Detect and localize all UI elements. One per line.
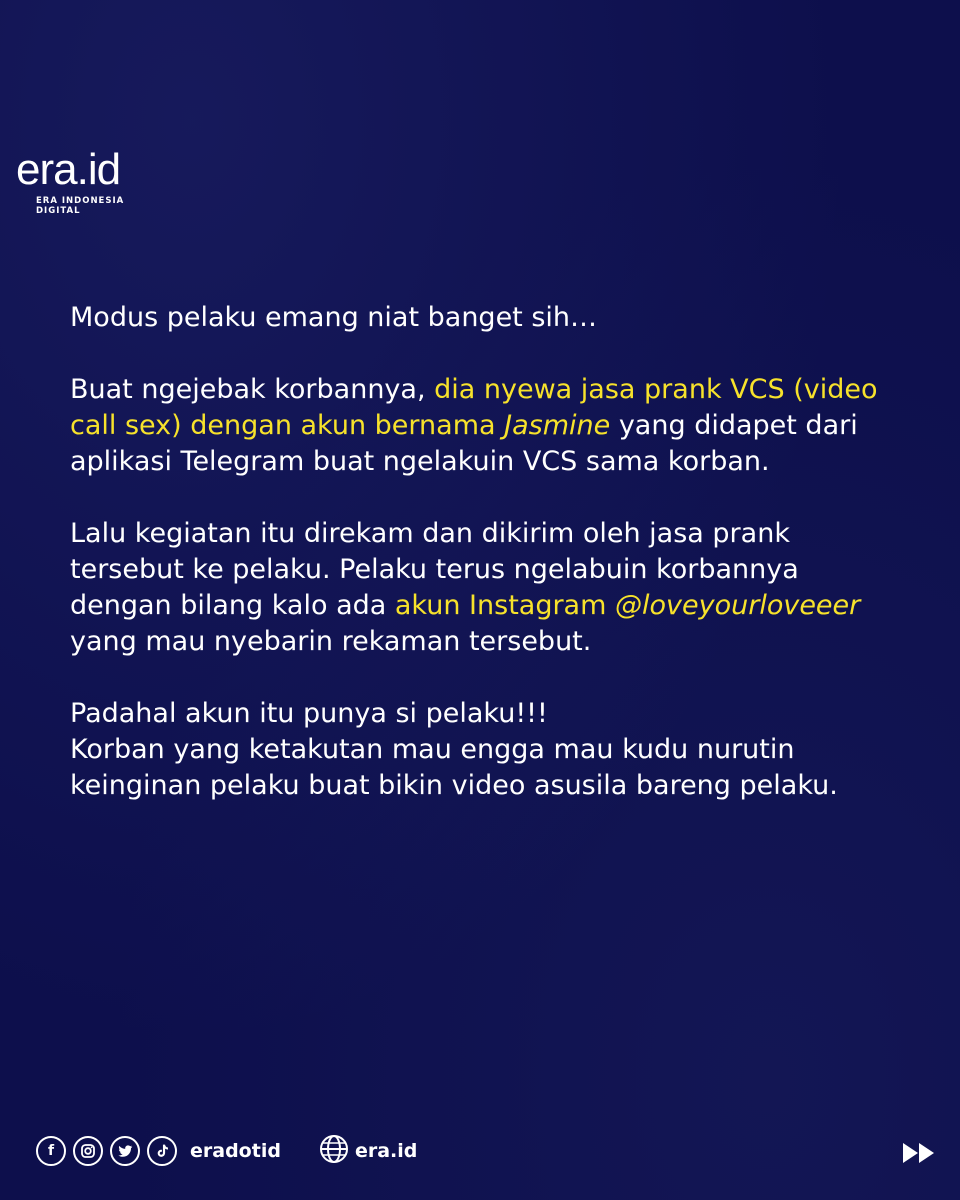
logo-tagline: ERA INDONESIA DIGITAL	[36, 196, 125, 216]
paragraph-3	[70, 516, 900, 660]
paragraph-4-line-1: Padahal akun itu punya si pelaku!!!	[70, 698, 548, 729]
tiktok-icon[interactable]	[147, 1136, 177, 1166]
logo-wordmark: era.id	[16, 145, 121, 194]
instagram-icon[interactable]	[73, 1136, 103, 1166]
next-slide-icon[interactable]	[902, 1142, 936, 1168]
paragraph-1	[70, 300, 900, 336]
paragraph-4	[70, 696, 900, 804]
footer-bar	[36, 1133, 417, 1169]
paragraph-3-text-d: yang mau nyebarin rekaman tersebut.	[70, 626, 592, 657]
highlight-instagram: akun Instagram	[394, 590, 615, 621]
facebook-icon[interactable]: f	[36, 1136, 66, 1166]
paragraph-1-text: Modus pelaku emang niat banget sih…	[70, 302, 598, 333]
globe-icon	[319, 1134, 349, 1168]
main-text	[70, 300, 900, 840]
highlight-vcs: dia nyewa jasa prank VCS (video call sex) dengan akun bernama	[70, 374, 878, 441]
paragraph-4-line-2: Korban yang ketakutan mau engga mau kudu nurutin keinginan pelaku buat bikin video asusila bareng pelaku.	[70, 734, 838, 801]
website-link[interactable]: era.id	[354, 1140, 418, 1162]
highlight-handle: @loveyourloveeer	[615, 590, 861, 621]
social-handle[interactable]: eradotid	[190, 1140, 281, 1162]
highlight-jasmine: Jasmine	[504, 410, 611, 441]
paragraph-2-text-a: Buat ngejebak korbannya,	[70, 374, 435, 405]
paragraph-3-text-a: Lalu kegiatan itu direkam dan dikirim oleh jasa prank tersebut ke pelaku. Pelaku terus ngelabuin korbannya dengan bilang kalo ada	[70, 518, 799, 621]
era-logo	[16, 145, 156, 216]
paragraph-2	[70, 372, 900, 480]
paragraph-2-text-d: yang didapet dari aplikasi Telegram buat ngelakuin VCS sama korban.	[70, 410, 858, 477]
twitter-icon[interactable]	[110, 1136, 140, 1166]
